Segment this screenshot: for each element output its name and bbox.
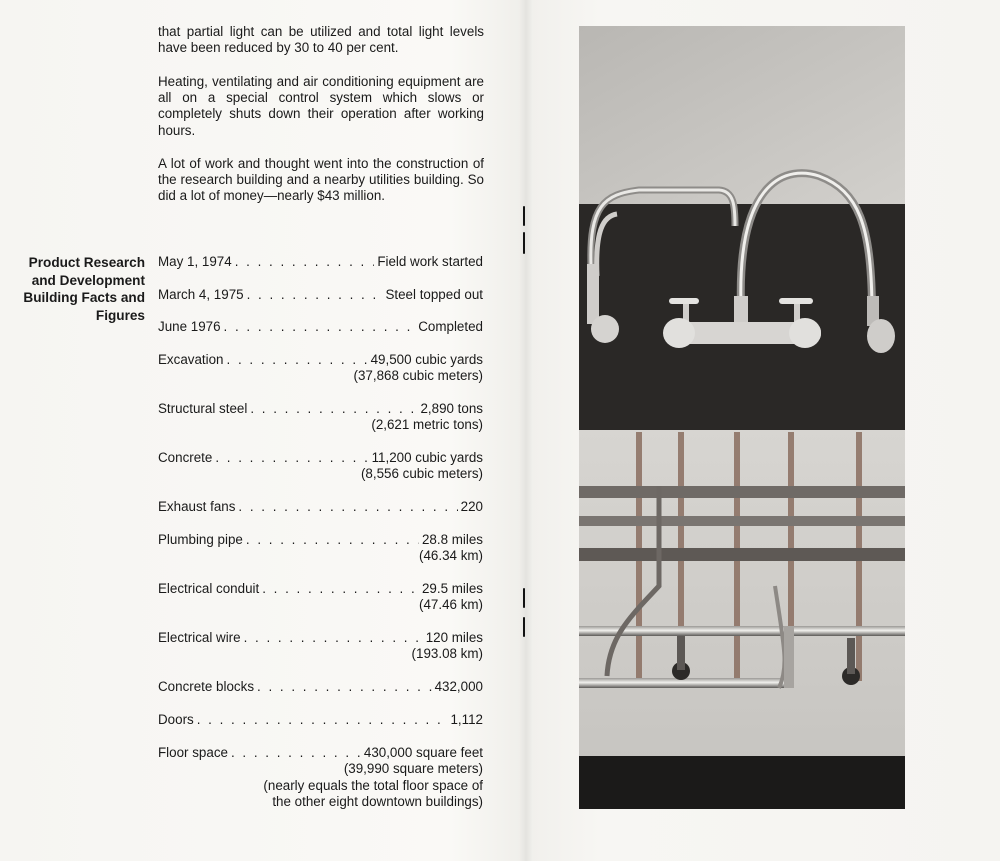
intro-paragraph: A lot of work and thought went into the construction of the research building and a nearby utilities building. So did a lot of money—nearly $43 million. xyxy=(158,156,484,204)
fact-value: 29.5 miles xyxy=(421,581,483,596)
section-heading: Product Research and Development Building Facts and Figures xyxy=(23,255,145,323)
fact-note: the other eight downtown buildings) xyxy=(272,794,483,810)
lab-faucets-photo xyxy=(579,26,905,809)
fact-row xyxy=(158,581,483,614)
fact-note: (nearly equals the total floor space of xyxy=(263,777,483,793)
fact-value: Completed xyxy=(418,319,483,334)
fact-label: Electrical wire xyxy=(158,630,241,645)
photo-illustration xyxy=(579,26,905,809)
fact-value: 2,890 tons xyxy=(420,401,483,416)
intro-paragraph: that partial light can be utilized and total light levels have been reduced by 30 to 40 per cent. xyxy=(158,24,484,56)
fact-value: Field work started xyxy=(377,254,483,269)
fact-note: (46.34 km) xyxy=(419,548,483,564)
fact-label: Plumbing pipe xyxy=(158,532,243,547)
fact-note: (8,556 cubic meters) xyxy=(360,466,483,482)
fact-row xyxy=(158,401,483,434)
fact-note: (2,621 metric tons) xyxy=(371,417,483,433)
fact-label: Floor space xyxy=(158,745,228,760)
fact-label: Exhaust fans xyxy=(158,499,236,514)
intro-paragraph: Heating, ventilating and air conditioning equipment are all on a special control system which slows or completely shuts down their operation after working hours. xyxy=(158,74,484,138)
fact-label: Excavation xyxy=(158,352,224,367)
fact-value: 1,112 xyxy=(450,712,483,727)
fact-note: (39,990 square meters) xyxy=(343,761,483,777)
fact-row xyxy=(158,712,483,728)
fact-row xyxy=(158,319,483,335)
fact-row xyxy=(158,450,483,483)
fact-row xyxy=(158,254,483,270)
fact-label: Doors xyxy=(158,712,194,727)
fact-value: 11,200 cubic yards xyxy=(371,450,483,465)
fact-label: March 4, 1975 xyxy=(158,287,244,302)
page-gutter xyxy=(519,0,533,861)
fact-label: Structural steel xyxy=(158,401,248,416)
fact-row xyxy=(158,499,483,515)
fact-label: May 1, 1974 xyxy=(158,254,232,269)
fact-note: (47.46 km) xyxy=(419,597,483,613)
binding-mark xyxy=(523,617,525,637)
binding-mark xyxy=(523,206,525,226)
fact-row xyxy=(158,532,483,565)
fact-row xyxy=(158,679,483,695)
fact-value: 49,500 cubic yards xyxy=(370,352,483,367)
fact-value: 120 miles xyxy=(425,630,483,645)
fact-row xyxy=(158,287,483,303)
fact-row xyxy=(158,352,483,385)
fact-value: 220 xyxy=(460,499,483,514)
fact-value: Steel topped out xyxy=(385,287,483,302)
fact-note: (193.08 km) xyxy=(411,646,483,662)
binding-mark xyxy=(523,588,525,608)
fact-row xyxy=(158,630,483,663)
fact-value: 430,000 square feet xyxy=(363,745,483,760)
fact-note: (37,868 cubic meters) xyxy=(353,368,483,384)
fact-value: 28.8 miles xyxy=(421,532,483,547)
fact-label: Electrical conduit xyxy=(158,581,260,596)
fact-label: Concrete xyxy=(158,450,213,465)
fact-label: Concrete blocks xyxy=(158,679,255,694)
fact-value: 432,000 xyxy=(434,679,483,694)
binding-mark xyxy=(523,232,525,254)
fact-label: June 1976 xyxy=(158,319,221,334)
fact-row xyxy=(158,745,483,811)
